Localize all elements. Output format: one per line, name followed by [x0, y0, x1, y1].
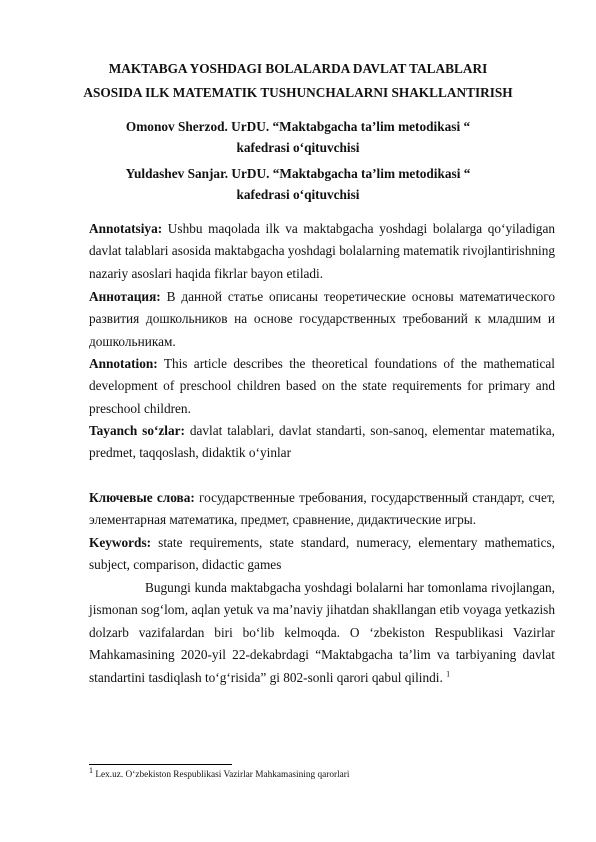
footnote-reference[interactable]: 1: [446, 669, 451, 679]
keywords-ru-text: государственные требования, государственный стандарт, счет, элементарная математика, предмет, сравнение, дидактические игры.: [89, 490, 555, 528]
keywords-uz: [89, 420, 555, 465]
title-line-1: MAKTABGA YOSHDAGI BOLALARDA DAVLAT TALABLARI: [108, 61, 488, 76]
author-2: Yuldashev Sanjar. UrDU. “Maktabgacha ta’lim metodikasi “ kafedrasi o‘qituvchisi: [125, 166, 471, 202]
keywords-uz-label: Tayanch so‘zlar:: [89, 423, 185, 438]
footnote: [89, 765, 350, 781]
annotation-en-label: Annotation:: [89, 356, 158, 371]
footnote-text: Lex.uz. O‘zbekiston Respublikasi Vazirlar Mahkamasining qarorlari: [93, 770, 350, 780]
keywords-ru: [89, 487, 555, 532]
annotation-ru-label: Аннотация:: [89, 289, 161, 304]
footnote-separator: [89, 764, 232, 765]
keywords-en-text: state requirements, state standard, numeracy, elementary mathematics, subject, comparison, didactic games: [89, 535, 555, 573]
annotation-uz: [89, 218, 555, 285]
annotation-ru: [89, 286, 555, 353]
body-paragraph-text: Bugungi kunda maktabgacha yoshdagi bolalarni har tomonlama rivojlangan, jismonan sog‘lom, aqlan yetuk va ma’naviy jihatdan shakllangan etib voyaga yetkazish dolzarb vazifalardan biri bo‘lib kelmoqda. O ‘zbekiston Respublikasi Vazirlar Mahkamasining 2020-yil 22-dekabrdagi “Maktabgacha ta’lim va tarbiyaning davlat standartini tasdiqlash to‘g‘risida” gi 802-sonli qarori qabul qilindi.: [89, 580, 555, 685]
footnote-number: 1: [89, 765, 93, 775]
keywords-uz-text: davlat talablari, davlat standarti, son-sanoq, elementar matematika, predmet, taqqoslash, didaktik o‘yinlar: [89, 423, 556, 461]
annotation-en: [89, 353, 555, 420]
body-paragraph: [89, 577, 555, 689]
annotation-ru-text: В данной статье описаны теоретические основы математического развития дошкольников на основе государственных требований к младшим и дошкольникам.: [89, 289, 555, 349]
annotation-en-text: This article describes the theoretical foundations of the mathematical development of preschool children based on the state requirements for primary and preschool children.: [89, 356, 555, 416]
keywords-en: [89, 532, 555, 577]
annotation-uz-label: Annotatsiya:: [89, 221, 163, 236]
title-line-2: ASOSIDA ILK MATEMATIK TUSHUNCHALARNI SHAKLLANTIRISH: [83, 85, 513, 100]
keywords-ru-label: Ключевые слова:: [89, 490, 195, 505]
annotation-uz-text: Ushbu maqolada ilk va maktabgacha yoshdagi bolalarga qo‘yiladigan davlat talablari asosida maktabgacha yoshdagi bolalarning matematik rivojlantirishning nazariy asoslari haqida fikrlar bayon etiladi.: [89, 221, 555, 281]
author-1: Omonov Sherzod. UrDU. “Maktabgacha ta’lim metodikasi “ kafedrasi o‘qituvchisi: [125, 119, 471, 155]
keywords-en-label: Keywords:: [89, 535, 152, 550]
